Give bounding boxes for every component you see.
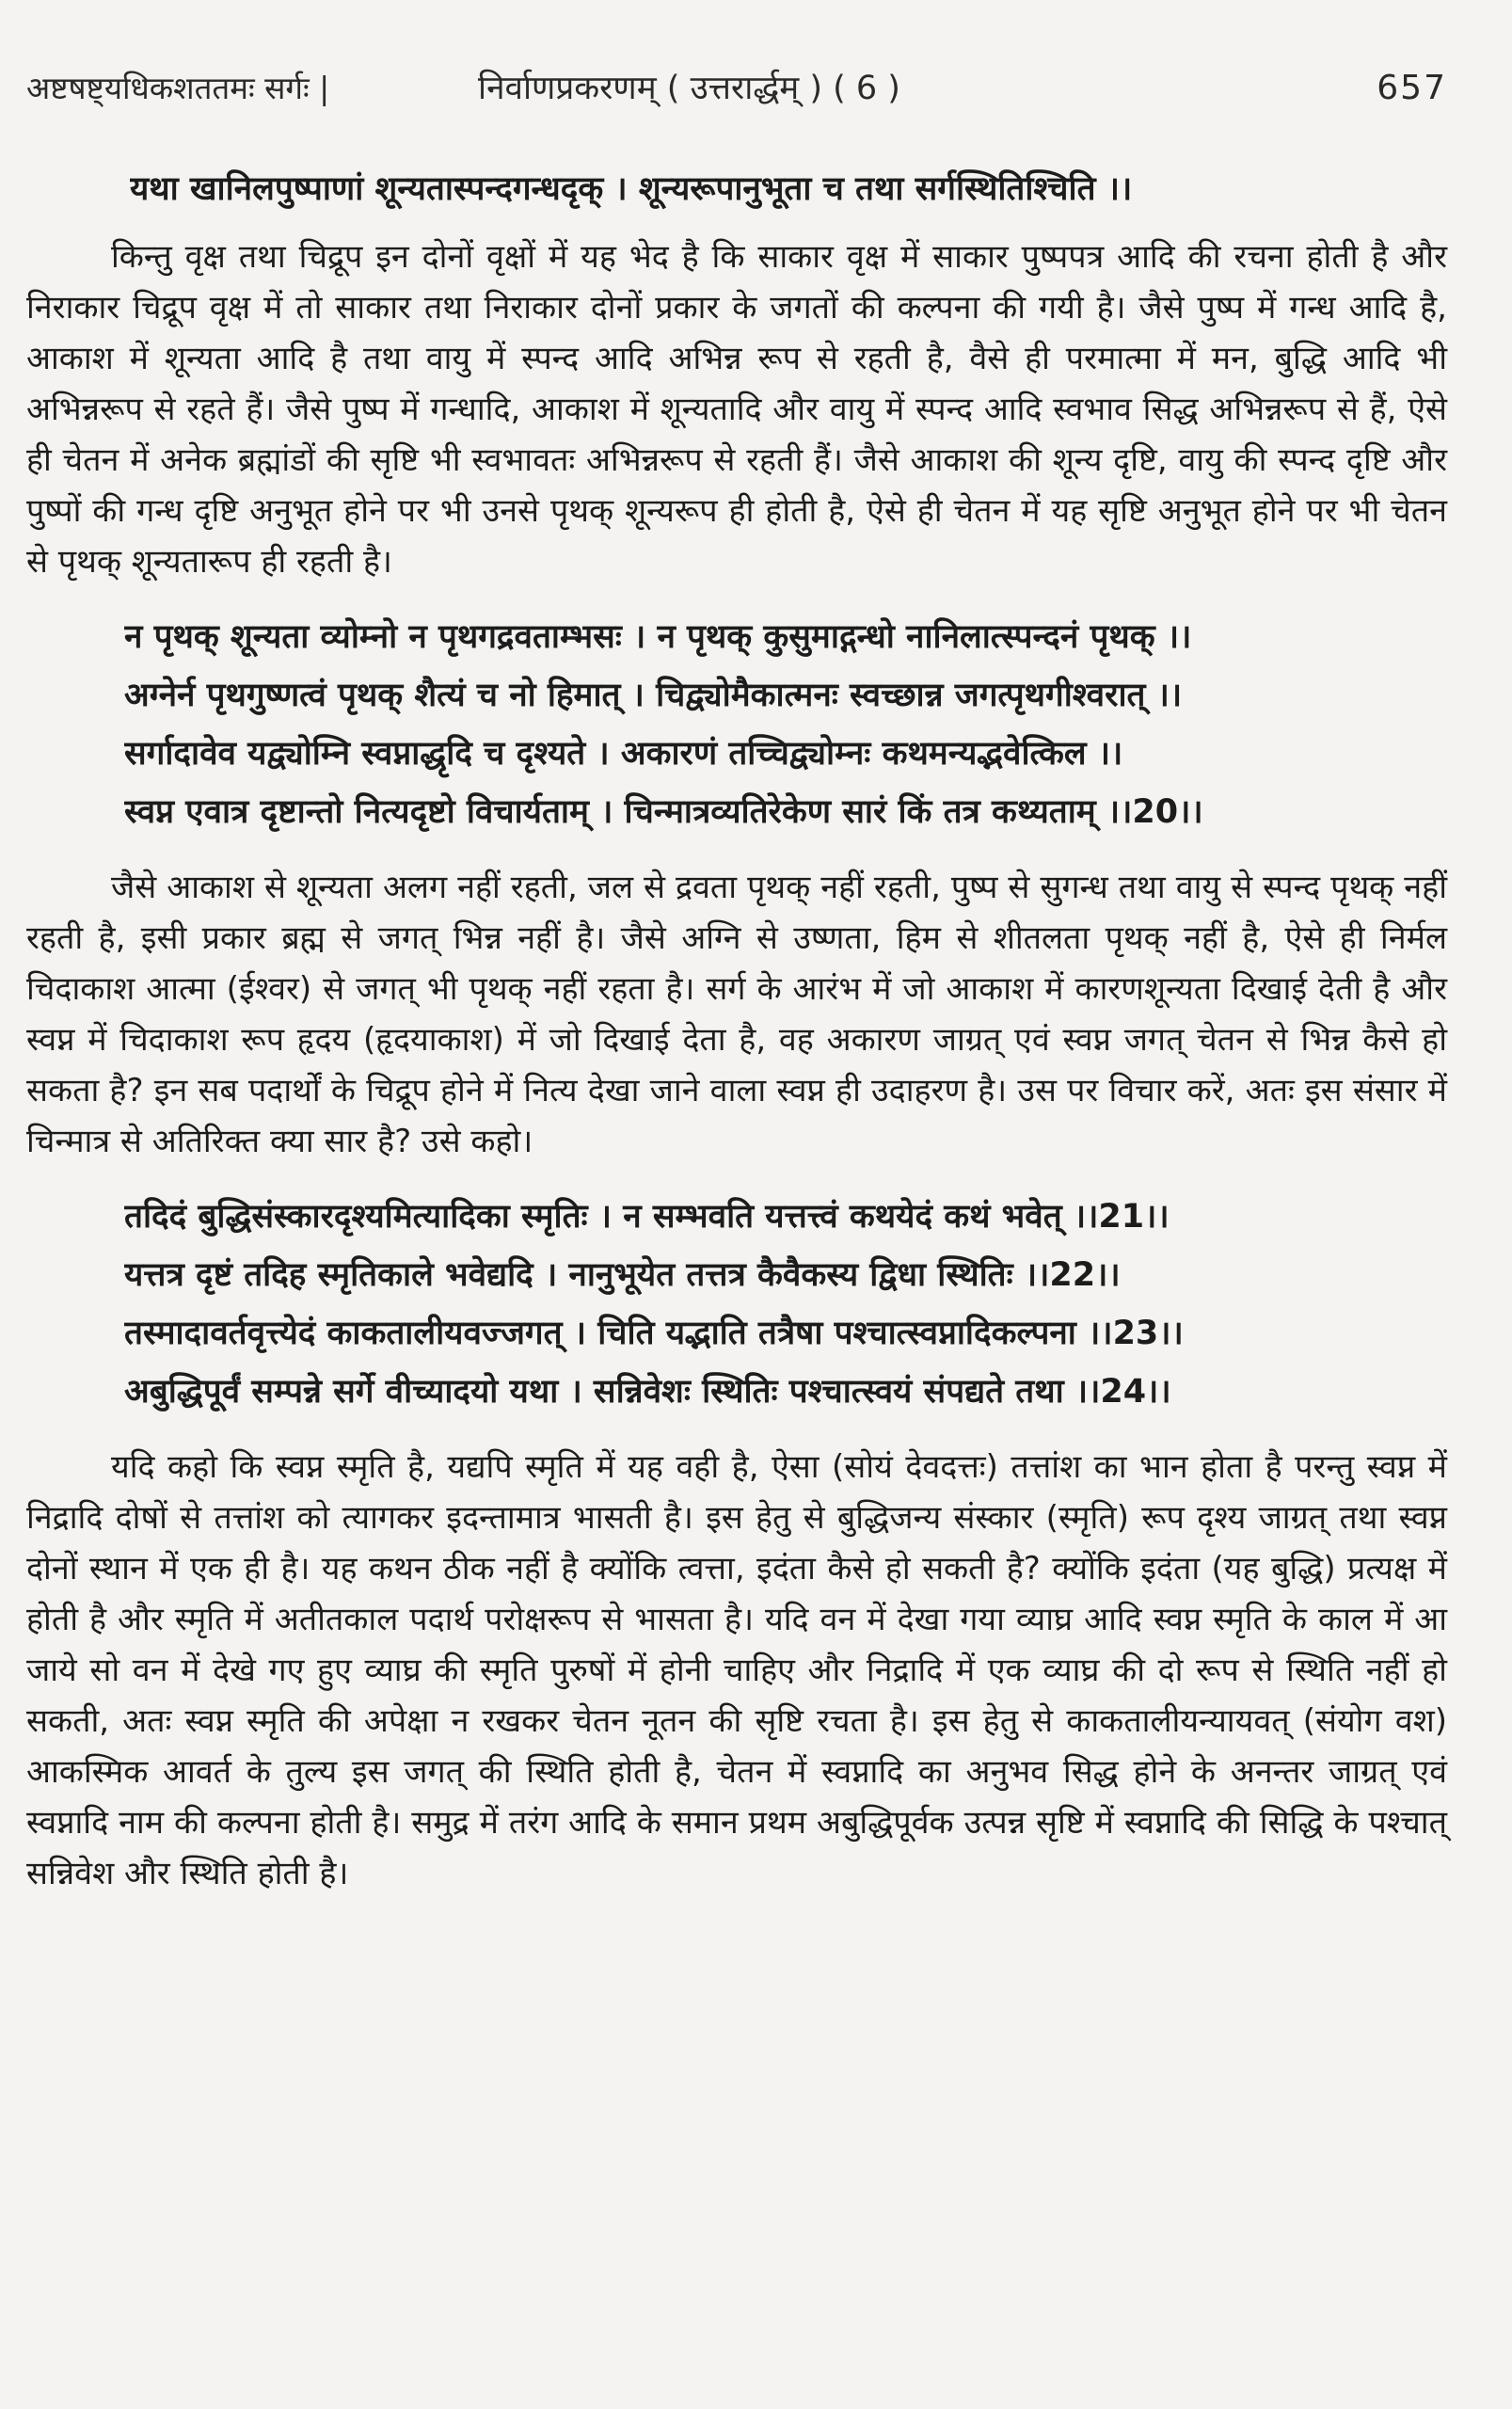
commentary-paragraph: किन्तु वृक्ष तथा चिद्रूप इन दोनों वृक्षों में यह भेद है कि साकार वृक्ष में साकार पुष्पपत्र आदि की रचना होती है और निराकार चिद्रूप वृक्ष में तो साकार तथा निराकार दोनों प्रकार के जगतों की कल्पना की गयी है। जैसे पुष्प में गन्ध आदि है, आकाश में शून्यता आदि है तथा वायु में स्पन्द आदि अभिन्न रूप से रहती है, वैसे ही परमात्मा में मन, बुद्धि आदि भी अभिन्नरूप से रहते हैं। जैसे पुष्प में गन्धादि, आकाश में शून्यतादि और वायु में स्पन्द आदि स्वभाव सिद्ध अभिन्नरूप से हैं, ऐसे ही चेतन में अनेक ब्रह्मांडों की सृष्टि भी स्वभावतः अभिन्नरूप से रहती हैं। जैसे आकाश की शून्य दृष्टि, वायु की स्पन्द दृष्टि और पुष्पों की गन्ध दृष्टि अनुभूत होने पर भी उनसे पृथक् शून्यरूप ही होती है, ऐसे ही चेतन में यह सृष्टि अनुभूत होने पर भी चेतन से पृथक् शून्यतारूप ही रहती है। bbox=[26, 238, 1447, 581]
running-header bbox=[26, 60, 1447, 117]
verse: स्वप्न एवात्र दृष्टान्तो नित्यदृष्टो विचार्यताम् । चिन्मात्रव्यतिरेकेण सारं किं तत्र कथ्यताम् ।।20।। bbox=[124, 793, 1203, 831]
commentary-paragraph: यदि कहो कि स्वप्न स्मृति है, यद्यपि स्मृति में यह वही है, ऐसा (सोयं देवदत्तः) तत्तांश का भान होता है परन्तु स्वप्न में निद्रादि दोषों से तत्तांश को त्यागकर इदन्तामात्र भासती है। इस हेतु से बुद्धिजन्य संस्कार (स्मृति) रूप दृश्य जाग्रत् तथा स्वप्न दोनों स्थान में एक ही है। यह कथन ठीक नहीं है क्योंकि त्वत्ता, इदंता कैसे हो सकती है? क्योंकि इदंता (यह बुद्धि) प्रत्यक्ष में होती है और स्मृति में अतीतकाल पदार्थ परोक्षरूप से भासता है। यदि वन में देखा गया व्याघ्र आदि स्वप्न स्मृति के काल में आ जाये सो वन में देखे गए हुए व्याघ्र की स्मृति पुरुषों में होनी चाहिए और निद्रादि में एक व्याघ्र की दो रूप से स्थिति नहीं हो सकती, अतः स्वप्न स्मृति की अपेक्षा न रखकर चेतन नूतन की सृष्टि रचता है। इस हेतु से काकतालीयन्यायवत् (संयोग वश) आकस्मिक आवर्त के तुल्य इस जगत् की स्थिति होती है, चेतन में स्वप्नादि का अनुभव सिद्ध होने के अनन्तर जाग्रत् एवं स्वप्नादि नाम की कल्पना होती है। समुद्र में तरंग आदि के समान प्रथम अबुद्धिपूर्वक उत्पन्न सृष्टि में स्वप्नादि की सिद्धि के पश्चात् सन्निवेश और स्थिति होती है। bbox=[26, 1448, 1447, 1892]
verse: तदिदं बुद्धिसंस्कारदृश्यमित्यादिका स्मृतिः । न सम्भवति यत्तत्त्वं कथयेदं कथं भवेत् ।।21।। bbox=[124, 1198, 1170, 1236]
verse: अग्नेर्न पृथगुष्णत्वं पृथक् शैत्यं च नो हिमात् । चिद्व्योमैकात्मनः स्वच्छान्न जगत्पृथगीश्वरात् ।। bbox=[124, 677, 1183, 714]
book-title: निर्वाणप्रकरणम् ( उत्तरार्द्धम् ) ( 6 ) bbox=[478, 70, 900, 107]
verse: अबुद्धिपूर्वं सम्पन्ने सर्गे वीच्यादयो यथा । सन्निवेशः स्थितिः पश्चात्स्वयं संपद्यते तथा ।।24।। bbox=[124, 1373, 1171, 1411]
chapter-title: अष्टषष्ट्यधिकशततमः सर्गः | bbox=[26, 70, 330, 106]
page-number: 657 bbox=[1377, 69, 1447, 107]
verse: यत्तत्र दृष्टं तदिह स्मृतिकाले भवेद्यदि । नानुभूयेत तत्तत्र कैवैकस्य द्विधा स्थितिः ।।22।। bbox=[124, 1256, 1121, 1294]
verse: यथा खानिलपुष्पाणां शून्यतास्पन्दगन्धदृक् । शून्यरूपानुभूता च तथा सर्गस्थितिश्चिति ।। bbox=[130, 170, 1133, 208]
verse: न पृथक् शून्यता व्योम्नो न पृथगद्रवताम्भसः । न पृथक् कुसुमाद्गन्धो नानिलात्स्पन्दनं पृथक् ।। bbox=[124, 618, 1192, 656]
verse: तस्मादावर्तवृत्त्येदं काकतालीयवज्जगत् । चिति यद्भाति तत्रैषा पश्चात्स्वप्नादिकल्पना ।।23।। bbox=[124, 1315, 1184, 1352]
verse-block bbox=[26, 608, 1447, 841]
verse-block bbox=[26, 1188, 1447, 1421]
verse: सर्गादावेव यद्व्योम्नि स्वप्नाद्धृदि च दृश्यते । अकारणं तच्चिद्व्योम्नः कथमन्यद्भवेत्किल ।। bbox=[124, 735, 1123, 773]
page-body bbox=[26, 160, 1447, 1899]
commentary-paragraph: जैसे आकाश से शून्यता अलग नहीं रहती, जल से द्रवता पृथक् नहीं रहती, पुष्प से सुगन्ध तथा वायु से स्पन्द पृथक् नहीं रहती है, इसी प्रकार ब्रह्म से जगत् भिन्न नहीं है। जैसे अग्नि से उष्णता, हिम से शीतलता पृथक् नहीं है, ऐसे ही निर्मल चिदाकाश आत्मा (ईश्वर) से जगत् भी पृथक् नहीं रहता है। सर्ग के आरंभ में जो आकाश में कारणशून्यता दिखाई देती है और स्वप्न में चिदाकाश रूप हृदय (हृदयाकाश) में जो दिखाई देता है, वह अकारण जाग्रत् एवं स्वप्न जगत् चेतन से भिन्न कैसे हो सकता है? इन सब पदार्थों के चिद्रूप होने में नित्य देखा जाने वाला स्वप्न ही उदाहरण है। उस पर विचार करें, अतः इस संसार में चिन्मात्र से अतिरिक्त क्या सार है? उसे कहो। bbox=[26, 869, 1447, 1160]
